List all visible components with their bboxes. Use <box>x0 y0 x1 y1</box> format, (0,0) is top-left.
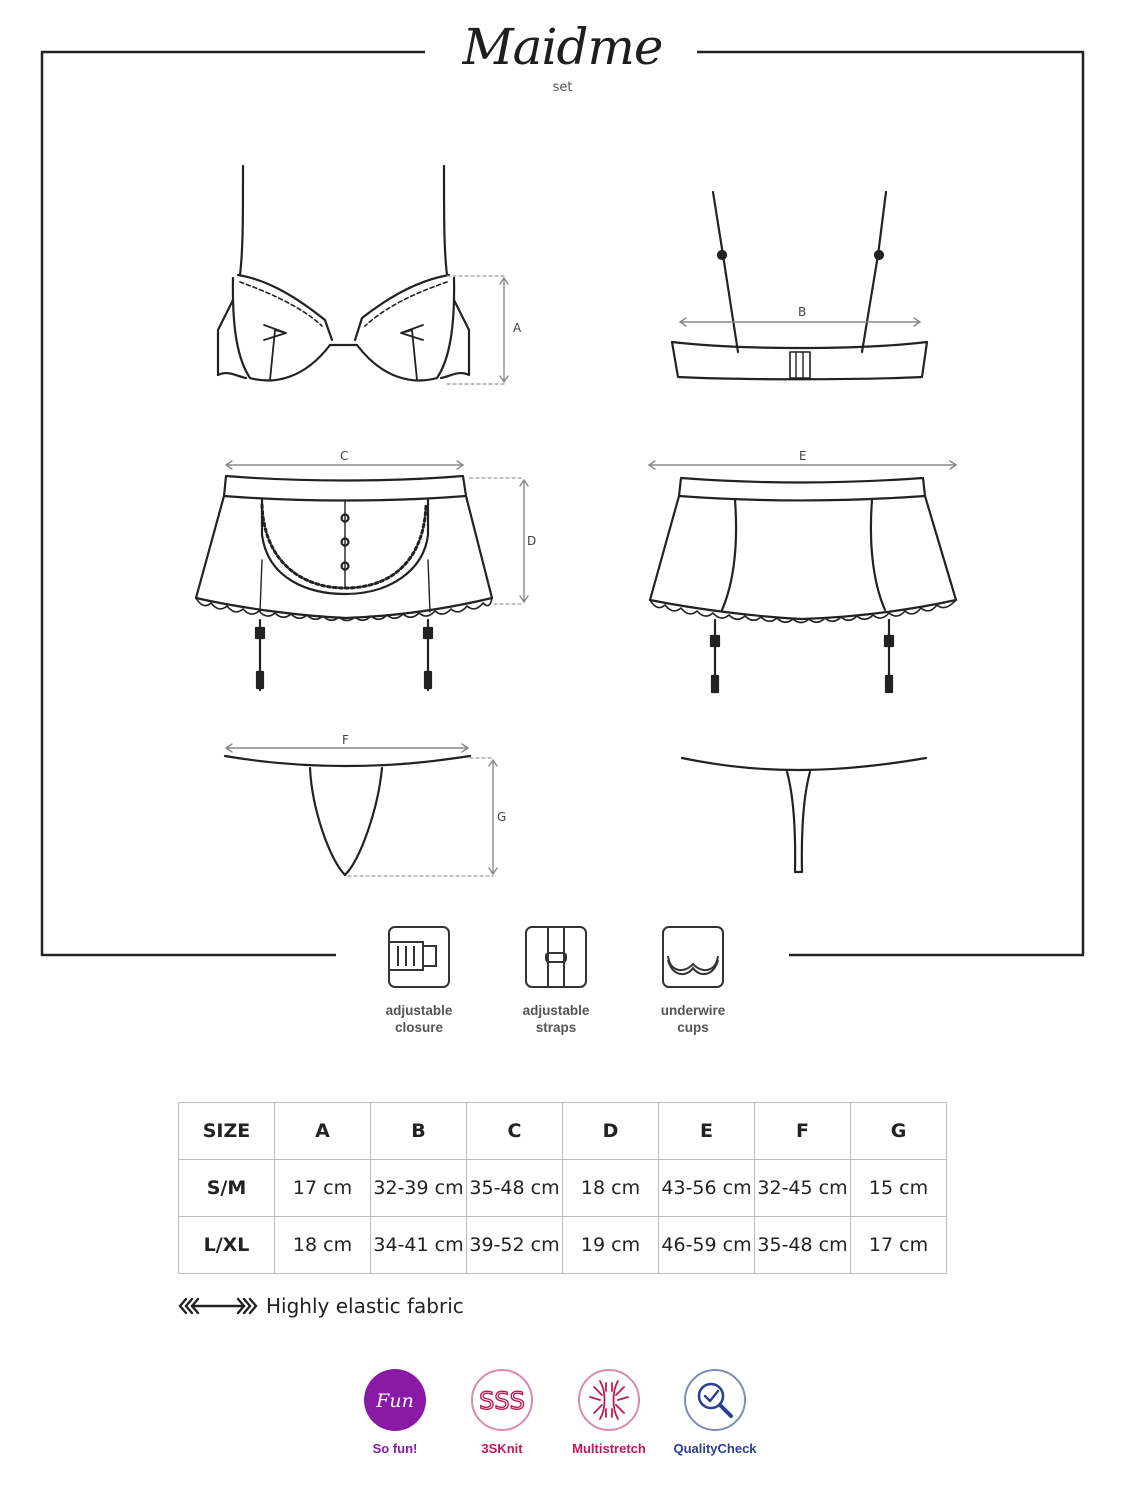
size-table <box>178 1102 947 1274</box>
table-cell: L/XL <box>179 1217 275 1274</box>
dim-label-c: C <box>340 449 349 463</box>
feature-label-closure: adjustable closure <box>385 1003 453 1035</box>
table-header: SIZE <box>179 1103 275 1160</box>
table-cell: 19 cm <box>563 1217 659 1274</box>
table-header: A <box>275 1103 371 1160</box>
table-cell: 34-41 cm <box>371 1217 467 1274</box>
table-cell: 15 cm <box>851 1160 947 1217</box>
so-fun-icon-text: Fun <box>376 1390 414 1412</box>
table-row <box>179 1160 947 1217</box>
table-header: E <box>659 1103 755 1160</box>
feature-label-straps: adjustable straps <box>522 1003 590 1035</box>
multistretch-icon <box>576 1367 642 1433</box>
dim-label-b: B <box>798 305 807 319</box>
qualitycheck-icon <box>682 1367 748 1433</box>
badge-multistretch <box>549 1367 669 1456</box>
table-cell: 39-52 cm <box>467 1217 563 1274</box>
badge-label-so-fun: So fun! <box>372 1441 418 1456</box>
table-cell: 17 cm <box>275 1160 371 1217</box>
table-cell: 17 cm <box>851 1217 947 1274</box>
table-cell: 18 cm <box>275 1217 371 1274</box>
table-cell: 46-59 cm <box>659 1217 755 1274</box>
brand-title: Maidme <box>462 18 663 76</box>
feature-label-underwire: underwire cups <box>660 1003 726 1035</box>
elastic-note <box>178 1294 464 1318</box>
badge-so-fun <box>335 1367 455 1456</box>
thong-front-drawing <box>225 744 497 876</box>
so-fun-icon <box>362 1367 428 1433</box>
table-header: F <box>755 1103 851 1160</box>
dim-label-e: E <box>799 449 807 463</box>
dim-label-g: G <box>497 810 507 824</box>
table-header: B <box>371 1103 467 1160</box>
underwire-cups-icon <box>660 924 726 990</box>
badge-label-3sknit: 3SKnit <box>481 1441 523 1456</box>
badge-label-multistretch: Multistretch <box>572 1441 646 1456</box>
table-header: G <box>851 1103 947 1160</box>
table-cell: 35-48 cm <box>467 1160 563 1217</box>
adjustable-straps-icon <box>523 924 589 990</box>
dim-label-f: F <box>342 733 349 747</box>
table-cell: 32-39 cm <box>371 1160 467 1217</box>
thong-back-drawing <box>682 758 926 872</box>
bra-back-drawing <box>672 192 927 379</box>
badge-3sknit <box>442 1367 562 1456</box>
stretch-arrow-icon <box>178 1296 258 1316</box>
3sknit-icon-text: SSS <box>479 1387 525 1415</box>
bra-front-drawing <box>218 166 508 384</box>
adjustable-closure-icon <box>386 924 452 990</box>
table-cell: S/M <box>179 1160 275 1217</box>
brand-subtitle: set <box>552 80 573 95</box>
skirt-front-drawing <box>196 461 528 690</box>
elastic-note-text: Highly elastic fabric <box>266 1294 464 1318</box>
table-header-row <box>179 1103 947 1160</box>
feature-adjustable-closure <box>354 924 484 1036</box>
dim-label-d: D <box>527 534 537 548</box>
skirt-back-drawing <box>649 461 956 692</box>
table-header: D <box>563 1103 659 1160</box>
badge-label-qualitycheck: QualityCheck <box>673 1441 757 1456</box>
table-cell: 43-56 cm <box>659 1160 755 1217</box>
dim-label-a: A <box>513 321 522 335</box>
table-cell: 18 cm <box>563 1160 659 1217</box>
table-row <box>179 1217 947 1274</box>
table-cell: 35-48 cm <box>755 1217 851 1274</box>
feature-adjustable-straps <box>491 924 621 1036</box>
badge-qualitycheck <box>655 1367 775 1456</box>
3sknit-icon <box>469 1367 535 1433</box>
feature-underwire-cups <box>628 924 758 1036</box>
table-header: C <box>467 1103 563 1160</box>
table-cell: 32-45 cm <box>755 1160 851 1217</box>
